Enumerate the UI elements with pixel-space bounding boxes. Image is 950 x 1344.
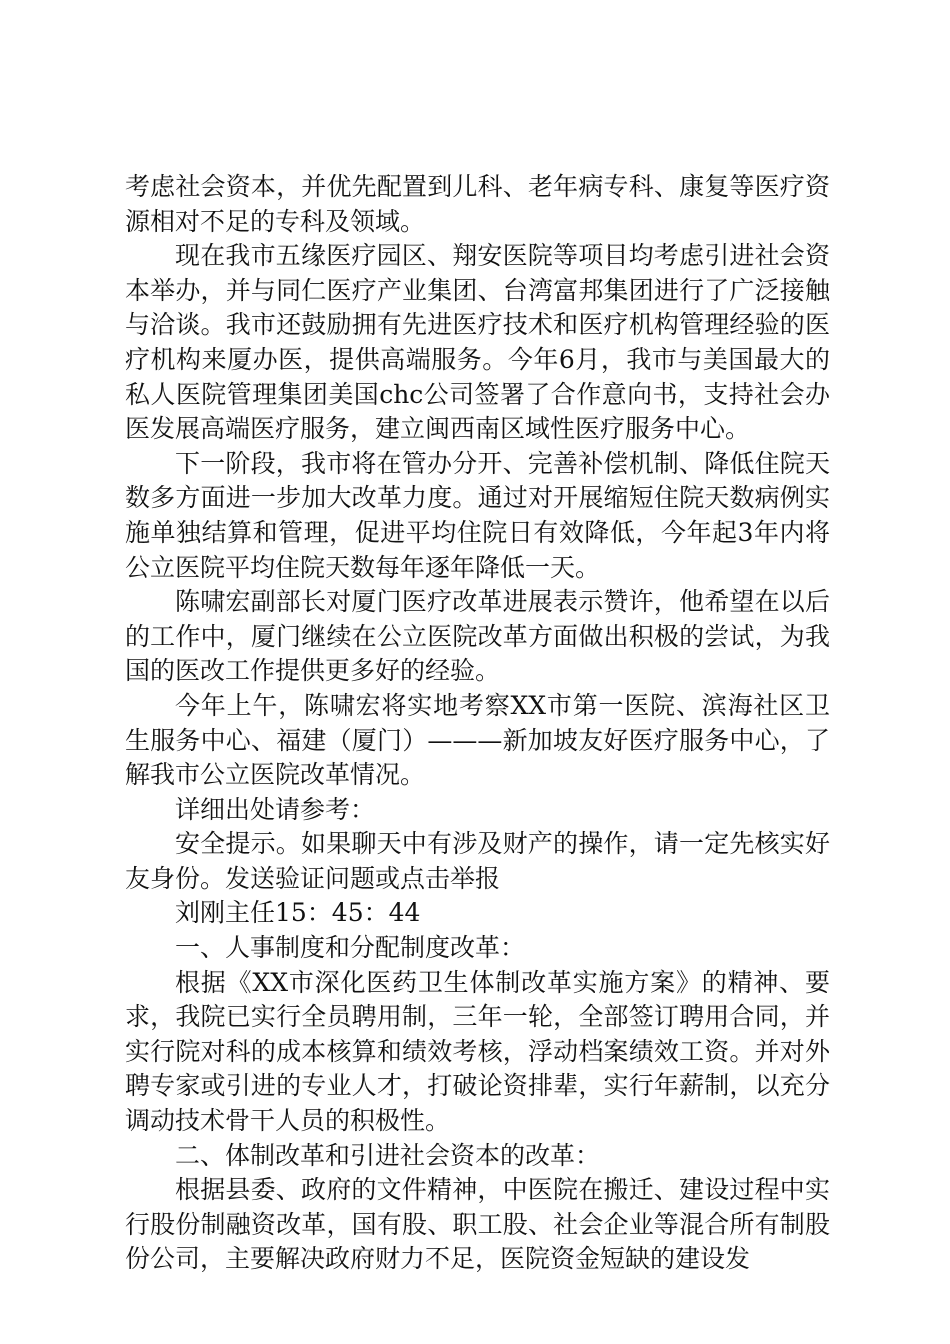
paragraph-8: 刘刚主任15：45：44 [175,898,421,928]
paragraph-7: 安全提示。如果聊天中有涉及财产的操作，请一定先核实好友身份。发送验证问题或点击举报 [125,829,830,893]
document-body [125,170,830,1277]
section-heading-2: 二、体制改革和引进社会资本的改革： [175,1140,601,1170]
paragraph-6: 详细出处请参考： [175,794,376,824]
section-heading-1: 一、人事制度和分配制度改革： [175,933,526,963]
paragraph-3: 下一阶段，我市将在管办分开、完善补偿机制、降低住院天数多方面进一步加大改革力度。通过对开展缩短住院天数病例实施单独结算和管理，促进平均住院日有效降低，今年起3年内将公立医院平均住院天数每年逐年降低一天。 [125,448,830,582]
paragraph-12: 根据县委、政府的文件精神，中医院在搬迁、建设过程中实行股份制融资改革，国有股、职工股、社会企业等混合所有制股份公司，主要解决政府财力不足，医院资金短缺的建设发 [125,1175,830,1274]
paragraph-10: 根据《XX市深化医药卫生体制改革实施方案》的精神、要求，我院已实行全员聘用制，三年一轮，全部签订聘用合同，并实行院对科的成本核算和绩效考核，浮动档案绩效工资。并对外聘专家或引进的专业人才，打破论资排辈，实行年薪制，以充分调动技术骨干人员的积极性。 [125,967,830,1136]
paragraph-2: 现在我市五缘医疗园区、翔安医院等项目均考虑引进社会资本举办，并与同仁医疗产业集团、台湾富邦集团进行了广泛接触与洽谈。我市还鼓励拥有先进医疗技术和医疗机构管理经验的医疗机构来厦办医，提供高端服务。今年6月，我市与美国最大的私人医院管理集团美国chc公司签署了合作意向书，支持社会办医发展高端医疗服务，建立闽西南区域性医疗服务中心。 [125,241,830,444]
paragraph-1: 考虑社会资本，并优先配置到儿科、老年病专科、康复等医疗资源相对不足的专科及领域。 [125,172,830,236]
paragraph-5: 今年上午，陈啸宏将实地考察XX市第一医院、滨海社区卫生服务中心、福建（厦门）———新加坡友好医疗服务中心，了解我市公立医院改革情况。 [125,690,830,790]
paragraph-4: 陈啸宏副部长对厦门医疗改革进展表示赞许，他希望在以后的工作中，厦门继续在公立医院改革方面做出积极的尝试，为我国的医改工作提供更多好的经验。 [125,587,830,686]
